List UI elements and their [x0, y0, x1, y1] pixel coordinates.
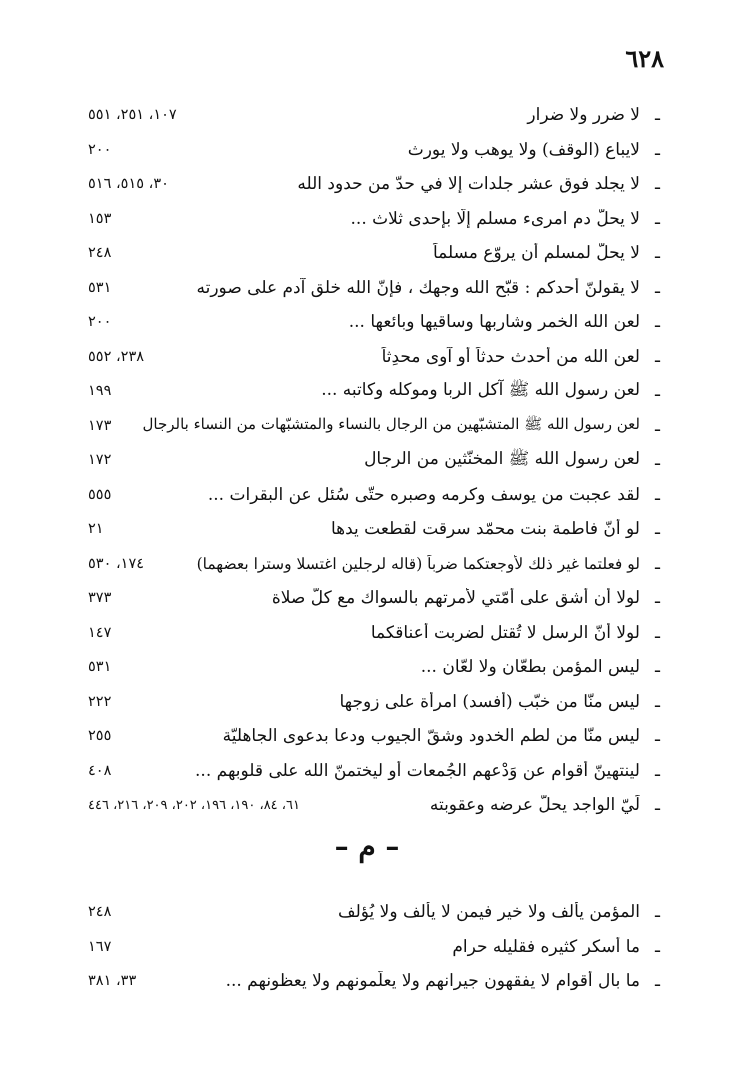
entry-dash: ـ — [655, 519, 660, 540]
entry-dash: ـ — [655, 243, 660, 264]
hadith-text: لعن رسول الله ﷺ آكل الربا وموكله وكاتبه ... — [321, 379, 640, 400]
index-entry — [88, 167, 660, 202]
index-entry — [88, 788, 660, 823]
index-entry — [88, 650, 660, 685]
hadith-text: لولا أنّ الرسل لا تُقتل لضربت أعناقكما — [370, 622, 640, 643]
hadith-text: لعن رسول الله ﷺ المتشبّهين من الرجال بالنساء والمتشبّهات من النساء بالرجال — [142, 414, 640, 433]
index-entry — [88, 581, 660, 616]
hadith-text: لعن رسول الله ﷺ المخنّثين من الرجال — [364, 448, 640, 469]
index-entry — [88, 202, 660, 237]
page-references: ١٤٧ — [88, 624, 112, 641]
hadith-text: لا يحلّ دم امرىء مسلم إلّا بإحدى ثلاث ... — [350, 208, 640, 229]
entry-dash: ـ — [655, 795, 660, 816]
index-entry — [88, 895, 660, 930]
index-entry — [88, 754, 660, 789]
entry-dash: ـ — [655, 588, 660, 609]
hadith-text: لعن الله من أحدث حدثاً أو آوى محدِثاً — [381, 346, 640, 367]
hadith-text: المؤمن يألف ولا خير فيمن لا يألف ولا يُؤلف — [337, 902, 640, 923]
entry-dash: ـ — [655, 657, 660, 678]
page-references: ٦١، ٨٤، ١٩٠، ١٩٦، ٢٠٢، ٢٠٩، ٢١٦، ٤٤٦ — [88, 797, 300, 813]
hadith-text: ما بال أقوام لا يفقهون جيرانهم ولا يعلّمونهم ولا يعظونهم ... — [225, 971, 640, 992]
index-entry — [88, 236, 660, 271]
page-references: ٢٤٨ — [88, 904, 112, 921]
page-references: ٣٧٣ — [88, 590, 112, 607]
hadith-text: لا ضرر ولا ضرار — [527, 105, 640, 126]
index-entry — [88, 443, 660, 478]
index-entry — [88, 685, 660, 720]
hadith-index-list-lam — [88, 98, 660, 823]
hadith-text: ما أسكر كثيره فقليله حرام — [452, 936, 640, 957]
page-references: ١٥٣ — [88, 210, 112, 227]
entry-dash: ـ — [655, 105, 660, 126]
hadith-text: ليس منّا من لطم الخدود وشقّ الجيوب ودعا بدعوى الجاهليّة — [222, 726, 640, 747]
entry-dash: ـ — [655, 208, 660, 229]
hadith-text: لايباع (الوقف) ولا يوهب ولا يورث — [407, 139, 640, 160]
entry-dash: ـ — [655, 622, 660, 643]
page-references: ٢٤٨ — [88, 245, 112, 262]
index-entry — [88, 616, 660, 651]
page-references: ١٩٩ — [88, 383, 112, 400]
entry-dash: ـ — [655, 174, 660, 195]
entry-dash: ـ — [655, 415, 660, 436]
hadith-text: لا يجلد فوق عشر جلدات إلا في حدّ من حدود الله — [297, 174, 640, 195]
page-references: ٥٣١ — [88, 279, 112, 296]
hadith-text: لا يقولنّ أحدكم : قبّح الله وجهك ، فإنّ الله خلق آدم على صورته — [196, 277, 640, 298]
index-entry — [88, 133, 660, 168]
hadith-index-list-mim — [88, 895, 660, 999]
hadith-text: ليس المؤمن بطعّان ولا لعّان ... — [420, 657, 640, 678]
index-entry — [88, 409, 660, 444]
entry-dash: ـ — [655, 139, 660, 160]
index-entry — [88, 305, 660, 340]
entry-dash: ـ — [655, 726, 660, 747]
page-references: ٣٠، ٥١٥، ٥١٦ — [88, 176, 169, 193]
hadith-text: لينتهينّ أقوام عن وَدْعهم الجُمعات أو ليختمنّ الله على قلوبهم ... — [195, 760, 640, 781]
page-references: ٥٥٥ — [88, 486, 112, 503]
index-entry — [88, 719, 660, 754]
entry-dash: ـ — [655, 971, 660, 992]
hadith-text: لولا أن أشق على أمّتي لأمرتهم بالسواك مع كلّ صلاة — [271, 588, 640, 609]
hadith-text: لو فعلتما غير ذلك لأوجعتكما ضرباً (قاله لرجلين اغتسلا وسترا بعضهما) — [196, 554, 640, 573]
page-references: ٢٣٨، ٥٥٢ — [88, 348, 145, 365]
page-references: ١٦٧ — [88, 938, 112, 955]
page-references: ٢٥٥ — [88, 728, 112, 745]
page-references: ١٧٤، ٥٣٠ — [88, 555, 145, 572]
entry-dash: ـ — [655, 346, 660, 367]
index-entry — [88, 547, 660, 582]
page-references: ١٧٣ — [88, 417, 112, 434]
index-entry — [88, 930, 660, 965]
entry-dash: ـ — [655, 902, 660, 923]
hadith-text: ليس منّا من خبّب (أفسد) امرأة على زوجها — [339, 691, 640, 712]
page-references: ١٠٧، ٢٥١، ٥٥١ — [88, 107, 177, 124]
index-entry — [88, 340, 660, 375]
index-entry — [88, 98, 660, 133]
entry-dash: ـ — [655, 553, 660, 574]
entry-dash: ـ — [655, 936, 660, 957]
entry-dash: ـ — [655, 381, 660, 402]
page-references: ٢٠٠ — [88, 314, 112, 331]
page-references: ٥٣١ — [88, 659, 112, 676]
index-entry — [88, 374, 660, 409]
index-entry — [88, 964, 660, 999]
hadith-text: لقد عجبت من يوسف وكرمه وصبره حتّى سُئل عن البقرات ... — [207, 484, 640, 505]
entry-dash: ـ — [655, 312, 660, 333]
hadith-text: لو أنّ فاطمة بنت محمّد سرقت لقطعت يدها — [330, 519, 640, 540]
entry-dash: ـ — [655, 277, 660, 298]
index-entry — [88, 512, 660, 547]
entry-dash: ـ — [655, 450, 660, 471]
page-references: ٣٣، ٣٨١ — [88, 973, 137, 990]
hadith-text: لعن الله الخمر وشاربها وساقيها وبائعها ... — [348, 312, 640, 333]
page-references: ٢٠٠ — [88, 141, 112, 158]
entry-dash: ـ — [655, 484, 660, 505]
hadith-text: لَيّ الواجد يحلّ عرضه وعقوبته — [429, 795, 640, 816]
page-references: ١٧٢ — [88, 452, 112, 469]
index-entry — [88, 271, 660, 306]
entry-dash: ـ — [655, 760, 660, 781]
page-number: ٦٢٨ — [625, 44, 664, 73]
page-references: ٤٠٨ — [88, 762, 112, 779]
entry-dash: ـ — [655, 691, 660, 712]
section-heading-mim: – م – — [334, 830, 400, 863]
hadith-text: لا يحلّ لمسلم أن يروّع مسلماً — [433, 243, 640, 264]
index-entry — [88, 478, 660, 513]
page-references: ٢١ — [88, 521, 104, 538]
page-references: ٢٢٢ — [88, 693, 112, 710]
